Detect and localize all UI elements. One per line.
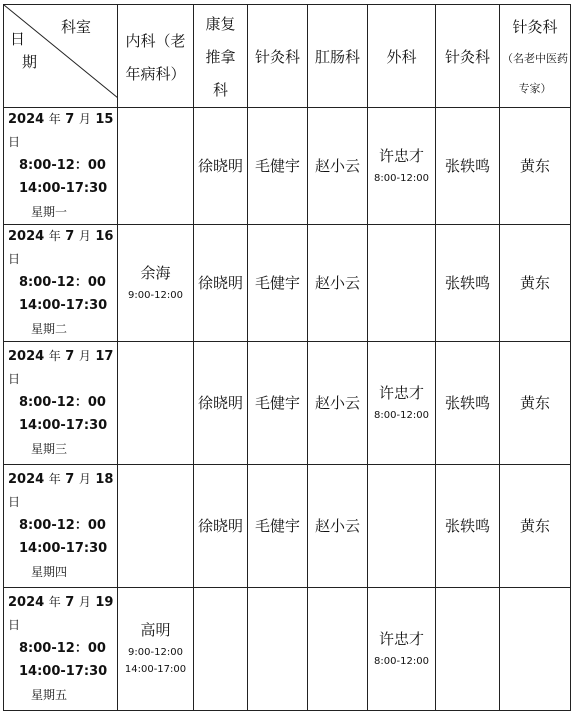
- header-cell-2: [194, 5, 248, 108]
- doctor-cell: [248, 108, 308, 225]
- day: 19: [95, 595, 114, 610]
- weekday: 星期二: [31, 322, 68, 336]
- doctor-cell: [436, 588, 500, 711]
- doctor-name: 许忠才: [378, 146, 424, 165]
- month: 7: [65, 472, 75, 487]
- corner-date-label-2: 期: [22, 53, 38, 71]
- header-label-line: 科: [212, 81, 228, 99]
- doctor-cell: [368, 588, 436, 711]
- doctor-name: 毛健宇: [254, 517, 300, 535]
- doctor-name: 徐晓明: [197, 517, 243, 535]
- doctor-hours: 9:00-12:00: [128, 289, 183, 301]
- doctor-cell: [118, 342, 194, 465]
- doctor-cell: [500, 225, 571, 342]
- corner-header-cell: [4, 5, 118, 108]
- doctor-cell: [368, 342, 436, 465]
- doctor-cell: [118, 588, 194, 711]
- doctor-name: 高明: [140, 621, 171, 639]
- year: 2024: [8, 595, 45, 610]
- day-char: 日: [8, 372, 21, 386]
- doctor-name: 张轶鸣: [444, 157, 490, 175]
- header-label-line: 推拿: [205, 48, 236, 66]
- header-label-line: 内科（老: [125, 31, 186, 50]
- doctor-name: 张轶鸣: [444, 394, 490, 412]
- date-line: [4, 468, 117, 514]
- header-label-line: 针灸科: [444, 48, 490, 66]
- doctor-cell: [118, 225, 194, 342]
- doctor-name: 张轶鸣: [444, 274, 490, 292]
- morning-hours: 8:00-12：00: [19, 275, 106, 290]
- schedule-row: [4, 588, 571, 711]
- month-char: 月: [78, 349, 91, 363]
- morning-hours: 8:00-12：00: [19, 158, 106, 173]
- month: 7: [65, 112, 75, 127]
- header-label-line: 针灸科: [254, 48, 300, 66]
- doctor-name: 许忠才: [378, 383, 424, 402]
- doctor-name: 许忠才: [378, 629, 424, 648]
- doctor-cell: [500, 108, 571, 225]
- date-line: [4, 591, 117, 637]
- doctor-cell: [118, 108, 194, 225]
- date-line: [4, 108, 117, 154]
- day-char: 日: [8, 252, 21, 266]
- afternoon-hours: 14:00-17:30: [19, 181, 108, 196]
- year-char: 年: [48, 472, 61, 486]
- month-char: 月: [78, 229, 91, 243]
- doctor-cell: [500, 342, 571, 465]
- doctor-hours: 8:00-12:00: [374, 409, 429, 421]
- doctor-cell: [248, 588, 308, 711]
- date-cell: [4, 588, 118, 711]
- doctor-name: 徐晓明: [197, 157, 243, 175]
- date-cell: [4, 342, 118, 465]
- doctor-name: 黄东: [519, 274, 550, 292]
- header-sub-label: （名老中医药专家）: [502, 52, 568, 95]
- weekday: 星期三: [31, 442, 68, 456]
- header-label-line: 康复: [205, 15, 236, 33]
- header-cell-4: [308, 5, 368, 108]
- doctor-name: 毛健宇: [254, 394, 300, 412]
- afternoon-hours: 14:00-17:30: [19, 418, 108, 433]
- doctor-hours: 8:00-12:00: [374, 172, 429, 184]
- month-char: 月: [78, 472, 91, 486]
- month: 7: [65, 229, 75, 244]
- day-char: 日: [8, 618, 21, 632]
- date-cell: [4, 465, 118, 588]
- year: 2024: [8, 112, 45, 127]
- corner-dept-label: 科室: [60, 18, 91, 36]
- doctor-cell: [436, 465, 500, 588]
- date-line: [4, 345, 117, 391]
- afternoon-hours: 14:00-17:30: [19, 541, 108, 556]
- doctor-cell: [368, 465, 436, 588]
- doctor-name: 徐晓明: [197, 274, 243, 292]
- doctor-cell: [248, 342, 308, 465]
- day: 16: [95, 229, 114, 244]
- year: 2024: [8, 229, 45, 244]
- doctor-cell: [194, 342, 248, 465]
- year-char: 年: [48, 112, 61, 126]
- doctor-name: 黄东: [519, 394, 550, 412]
- header-row: [4, 5, 571, 108]
- doctor-cell: [308, 465, 368, 588]
- schedule-row: [4, 342, 571, 465]
- weekday: 星期四: [31, 565, 68, 579]
- month-char: 月: [78, 595, 91, 609]
- doctor-cell: [308, 108, 368, 225]
- doctor-cell: [368, 108, 436, 225]
- doctor-cell: [248, 225, 308, 342]
- month: 7: [65, 595, 75, 610]
- doctor-name: 毛健宇: [254, 157, 300, 175]
- header-cell-7: [500, 5, 571, 108]
- doctor-name: 赵小云: [314, 274, 360, 292]
- doctor-cell: [368, 225, 436, 342]
- doctor-name: 赵小云: [314, 394, 360, 412]
- weekday: 星期五: [31, 688, 68, 702]
- header-label-line: 肛肠科: [314, 48, 360, 66]
- doctor-name: 赵小云: [314, 517, 360, 535]
- doctor-name: 赵小云: [314, 157, 360, 175]
- schedule-row: [4, 108, 571, 225]
- schedule-row: [4, 465, 571, 588]
- month: 7: [65, 349, 75, 364]
- doctor-cell: [436, 225, 500, 342]
- doctor-cell: [308, 588, 368, 711]
- doctor-name: 黄东: [519, 517, 550, 535]
- doctor-cell: [308, 342, 368, 465]
- header-label-line: 针灸科: [512, 18, 558, 36]
- year-char: 年: [48, 349, 61, 363]
- doctor-cell: [194, 588, 248, 711]
- doctor-cell: [436, 342, 500, 465]
- day: 18: [95, 472, 114, 487]
- afternoon-hours: 14:00-17:30: [19, 664, 108, 679]
- doctor-hours: 9:00-12:00 14:00-17:00: [124, 647, 187, 675]
- doctor-name: 毛健宇: [254, 274, 300, 292]
- date-cell: [4, 108, 118, 225]
- morning-hours: 8:00-12：00: [19, 518, 106, 533]
- weekday: 星期一: [31, 205, 68, 219]
- year-char: 年: [48, 595, 61, 609]
- corner-date-label-1: 日: [10, 30, 26, 48]
- date-cell: [4, 225, 118, 342]
- doctor-cell: [194, 465, 248, 588]
- header-label-line: 外科: [386, 48, 417, 66]
- year-char: 年: [48, 229, 61, 243]
- schedule-table: [3, 4, 571, 711]
- day-char: 日: [8, 135, 21, 149]
- doctor-cell: [118, 465, 194, 588]
- day: 15: [95, 112, 114, 127]
- doctor-cell: [308, 225, 368, 342]
- schedule-row: [4, 225, 571, 342]
- month-char: 月: [78, 112, 91, 126]
- doctor-name: 张轶鸣: [444, 517, 490, 535]
- doctor-cell: [436, 108, 500, 225]
- doctor-name: 余海: [140, 263, 171, 282]
- morning-hours: 8:00-12：00: [19, 395, 106, 410]
- doctor-cell: [500, 465, 571, 588]
- afternoon-hours: 14:00-17:30: [19, 298, 108, 313]
- date-line: [4, 225, 117, 271]
- header-cell-1: [118, 5, 194, 108]
- day: 17: [95, 349, 114, 364]
- morning-hours: 8:00-12：00: [19, 641, 106, 656]
- header-cell-3: [248, 5, 308, 108]
- day-char: 日: [8, 495, 21, 509]
- doctor-hours: 8:00-12:00: [374, 655, 429, 667]
- doctor-name: 黄东: [519, 157, 550, 175]
- header-cell-5: [368, 5, 436, 108]
- doctor-cell: [500, 588, 571, 711]
- year: 2024: [8, 472, 45, 487]
- doctor-cell: [248, 465, 308, 588]
- year: 2024: [8, 349, 45, 364]
- header-cell-6: [436, 5, 500, 108]
- doctor-cell: [194, 108, 248, 225]
- doctor-name: 徐晓明: [197, 394, 243, 412]
- doctor-cell: [194, 225, 248, 342]
- header-label-line: 年病科）: [125, 64, 186, 83]
